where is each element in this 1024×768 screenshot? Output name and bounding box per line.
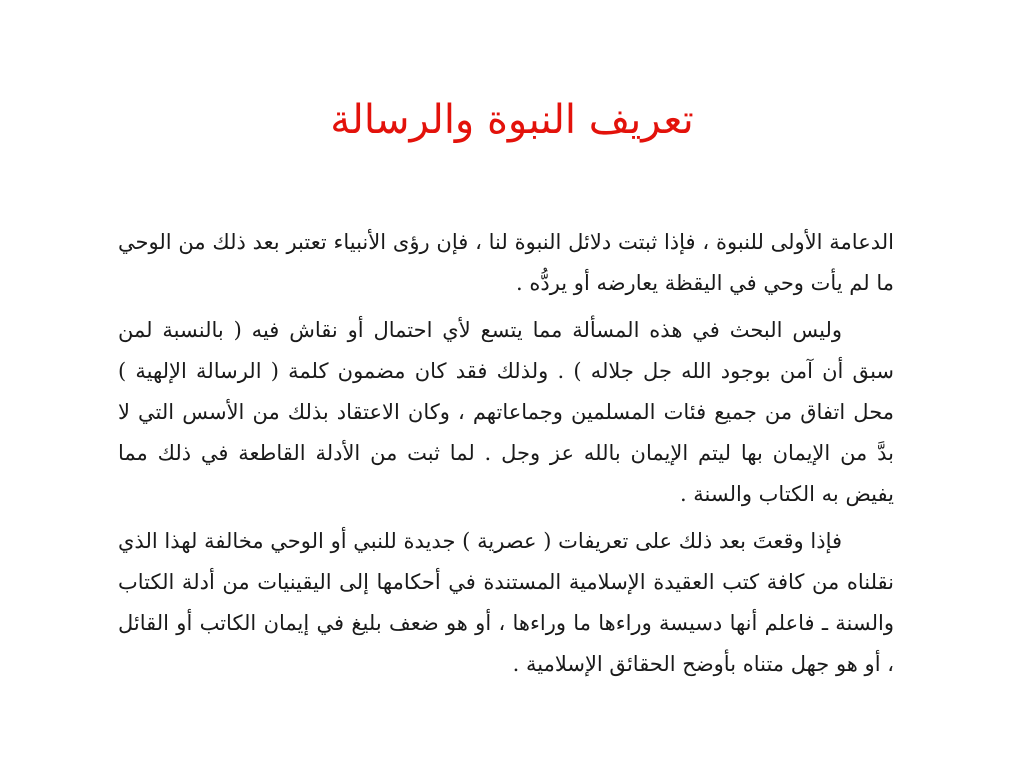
page-title: تعريف النبوة والرسالة [330,97,694,143]
paragraph-3: فإذا وقعتَ بعد ذلك على تعريفات ( عصرية ) جديدة للنبي أو الوحي مخالفة لهذا الذي نقلناه من كافة كتب العقيدة الإسلامية المستندة في أحكامها إلى اليقينيات من أدلة الكتاب والسنة ـ فاعلم أنها دسيسة وراءها ما وراءها ، أو هو ضعف بليغ في إيمان الكاتب أو القائل ، أو هو جهل متناه بأوضح الحقائق الإسلامية . [118,529,894,676]
paragraph-1: الدعامة الأولى للنبوة ، فإذا ثبتت دلائل النبوة لنا ، فإن رؤى الأنبياء تعتبر بعد ذلك من الوحي ما لم يأت وحي في اليقظة يعارضه أو يردُّه . [118,230,894,295]
body-text [118,222,894,691]
paragraph-2: وليس البحث في هذه المسألة مما يتسع لأي احتمال أو نقاش فيه ( بالنسبة لمن سبق أن آمن بوجود الله جل جلاله ) . ولذلك فقد كان مضمون كلمة ( الرسالة الإلهية ) محل اتفاق من جميع فئات المسلمين وجماعاتهم ، وكان الاعتقاد بذلك من الأسس التي لا بدَّ من الإيمان بها ليتم الإيمان بالله عز وجل . لما ثبت من الأدلة القاطعة في ذلك مما يفيض به الكتاب والسنة . [118,318,894,506]
